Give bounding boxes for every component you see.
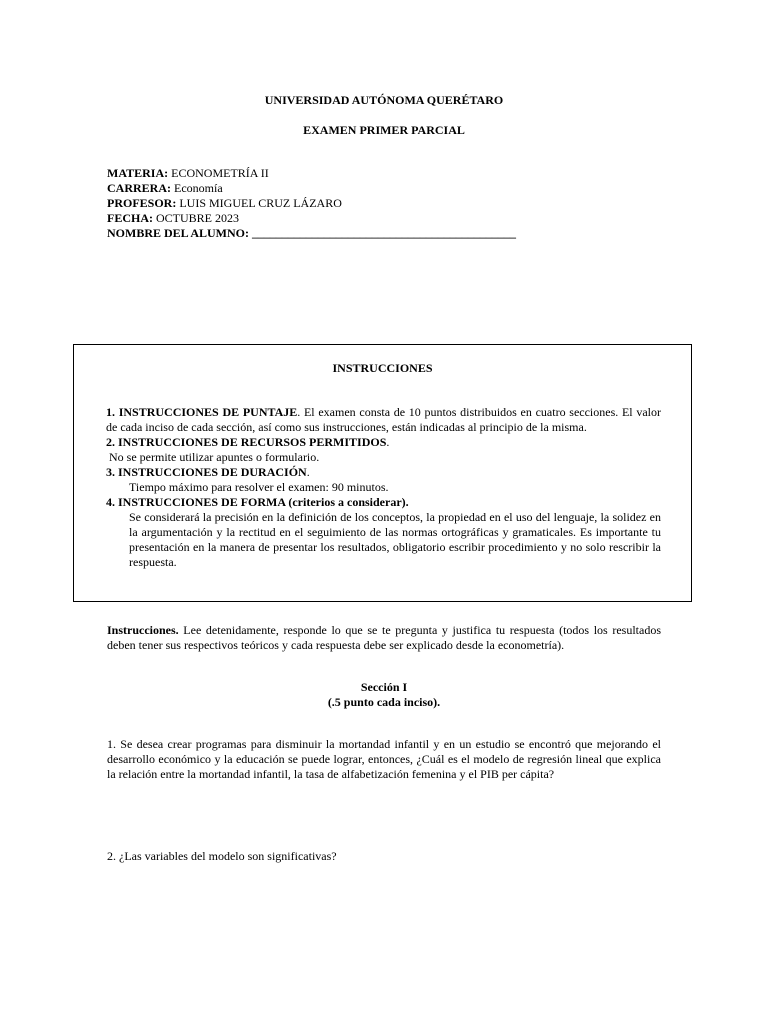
instruction-item-format — [106, 495, 661, 510]
instruction-punct: . — [306, 465, 310, 479]
instruction-item-resources — [106, 435, 661, 450]
instruction-text: No se permite utilizar apuntes o formulario. — [106, 450, 320, 464]
instructions-title: INSTRUCCIONES — [332, 361, 433, 375]
instruction-punct: . — [386, 435, 390, 449]
general-instructions-label: Instrucciones. — [107, 623, 179, 637]
profesor-value: LUIS MIGUEL CRUZ LÁZARO — [176, 196, 342, 210]
instruction-text: Tiempo máximo para resolver el examen: 90 minutos. — [129, 480, 389, 494]
alumno-line — [107, 226, 667, 241]
fecha-line — [107, 211, 667, 226]
instruction-text: . El examen consta de 10 puntos distribuidos en cuatro secciones. El valor de cada inciso de cada sección, así como sus instrucciones, están indicadas al principio de la misma. — [106, 405, 661, 434]
instructions-body — [106, 405, 661, 570]
carrera-line — [107, 181, 667, 196]
alumno-label: NOMBRE DEL ALUMNO: — [107, 226, 250, 240]
profesor-label: PROFESOR: — [107, 196, 177, 210]
instructions-box — [73, 344, 692, 602]
carrera-value: Economía — [171, 181, 223, 195]
instruction-text: Se considerará la precisión en la definición de los conceptos, la propiedad en el uso del lenguaje, la solidez en la argumentación y la rectitud en el seguimiento de las normas ortográficas y gramaticales. Es importante tu presentación en la manera de presentar los resultados, obligatorio escribir procedimiento y no solo rescribir la respuesta. — [129, 510, 661, 569]
student-name-field[interactable]: ____________________________________________ — [249, 226, 517, 240]
instruction-heading: 1. INSTRUCCIONES DE PUNTAJE — [106, 405, 298, 419]
instruction-item-scoring — [106, 405, 661, 435]
materia-value: ECONOMETRÍA II — [168, 166, 269, 180]
exam-title: EXAMEN PRIMER PARCIAL — [303, 123, 465, 137]
university-title: UNIVERSIDAD AUTÓNOMA QUERÉTARO — [264, 93, 504, 107]
general-instructions — [107, 623, 661, 653]
question-1: 1. Se desea crear programas para disminuir la mortandad infantil y en un estudio se encontró que mejorando el desarrollo económico y la educación se puede lograr, entonces, ¿Cuál es el modelo de regresión lineal que explica la relación entre la mortandad infantil, la tasa de alfabetización femenina y el PIB per cápita? — [107, 737, 661, 781]
instruction-heading: 3. INSTRUCCIONES DE DURACIÓN — [106, 465, 307, 479]
question-2: 2. ¿Las variables del modelo son significativas? — [107, 849, 337, 863]
profesor-line — [107, 196, 667, 211]
instruction-heading: 2. INSTRUCCIONES DE RECURSOS PERMITIDOS — [106, 435, 387, 449]
fecha-label: FECHA: — [107, 211, 153, 225]
instruction-heading: 4. INSTRUCCIONES DE FORMA (criterios a considerar). — [106, 495, 409, 509]
materia-line — [107, 166, 667, 181]
instruction-item-duration — [106, 465, 661, 480]
exam-metadata — [107, 166, 667, 241]
materia-label: MATERIA: — [107, 166, 169, 180]
section-subtitle: (.5 punto cada inciso). — [327, 695, 441, 709]
carrera-label: CARRERA: — [107, 181, 171, 195]
general-instructions-text: Lee detenidamente, responde lo que se te pregunta y justifica tu respuesta (todos los resultados deben tener sus respectivos teóricos y cada respuesta debe ser explicado desde la econometría). — [107, 623, 661, 652]
fecha-value: OCTUBRE 2023 — [153, 211, 240, 225]
section-title: Sección I — [360, 680, 408, 694]
